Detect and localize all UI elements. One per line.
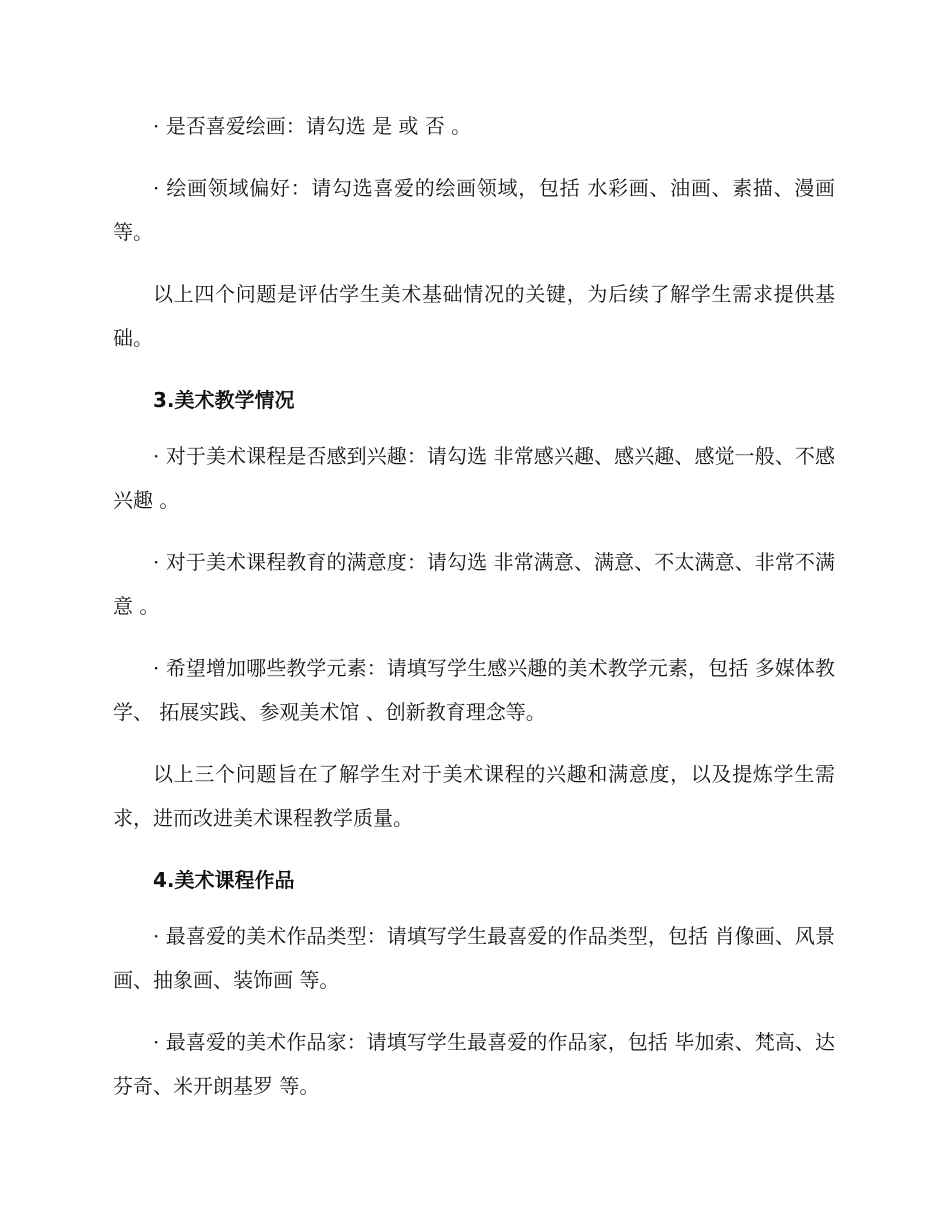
- document-page: [113, 104, 835, 1126]
- bullet-item-likes-painting: · 是否喜爱绘画：请勾选 是 或 否 。: [153, 114, 472, 138]
- section-heading-teaching: 3.美术教学情况: [153, 388, 295, 412]
- bullet-item-course-interest: · 对于美术课程是否感到兴趣：请勾选 非常感兴趣、感兴趣、感觉一般、不感兴趣 。: [113, 444, 835, 512]
- bullet-item-course-satisfaction: · 对于美术课程教育的满意度：请勾选 非常满意、满意、不太满意、非常不满意 。: [113, 550, 835, 618]
- summary-paragraph-teaching: 以上三个问题旨在了解学生对于美术课程的兴趣和满意度，以及提炼学生需求，进而改进美术课程教学质量。: [113, 762, 835, 830]
- bullet-item-artwork-type: · 最喜爱的美术作品类型：请填写学生最喜爱的作品类型，包括 肖像画、风景画、抽象画、装饰画 等。: [113, 924, 835, 992]
- summary-paragraph-basics: 以上四个问题是评估学生美术基础情况的关键，为后续了解学生需求提供基础。: [113, 282, 835, 350]
- bullet-item-teaching-elements: · 希望增加哪些教学元素：请填写学生感兴趣的美术教学元素，包括 多媒体教学、 拓展实践、参观美术馆 、创新教育理念等。: [113, 656, 835, 724]
- bullet-item-painting-preference: · 绘画领域偏好：请勾选喜爱的绘画领域，包括 水彩画、油画、素描、漫画 等。: [113, 176, 835, 244]
- section-heading-artworks: 4.美术课程作品: [153, 868, 295, 892]
- bullet-item-favorite-artist: · 最喜爱的美术作品家：请填写学生最喜爱的作品家，包括 毕加索、梵高、达芬奇、米开朗基罗 等。: [113, 1030, 835, 1098]
